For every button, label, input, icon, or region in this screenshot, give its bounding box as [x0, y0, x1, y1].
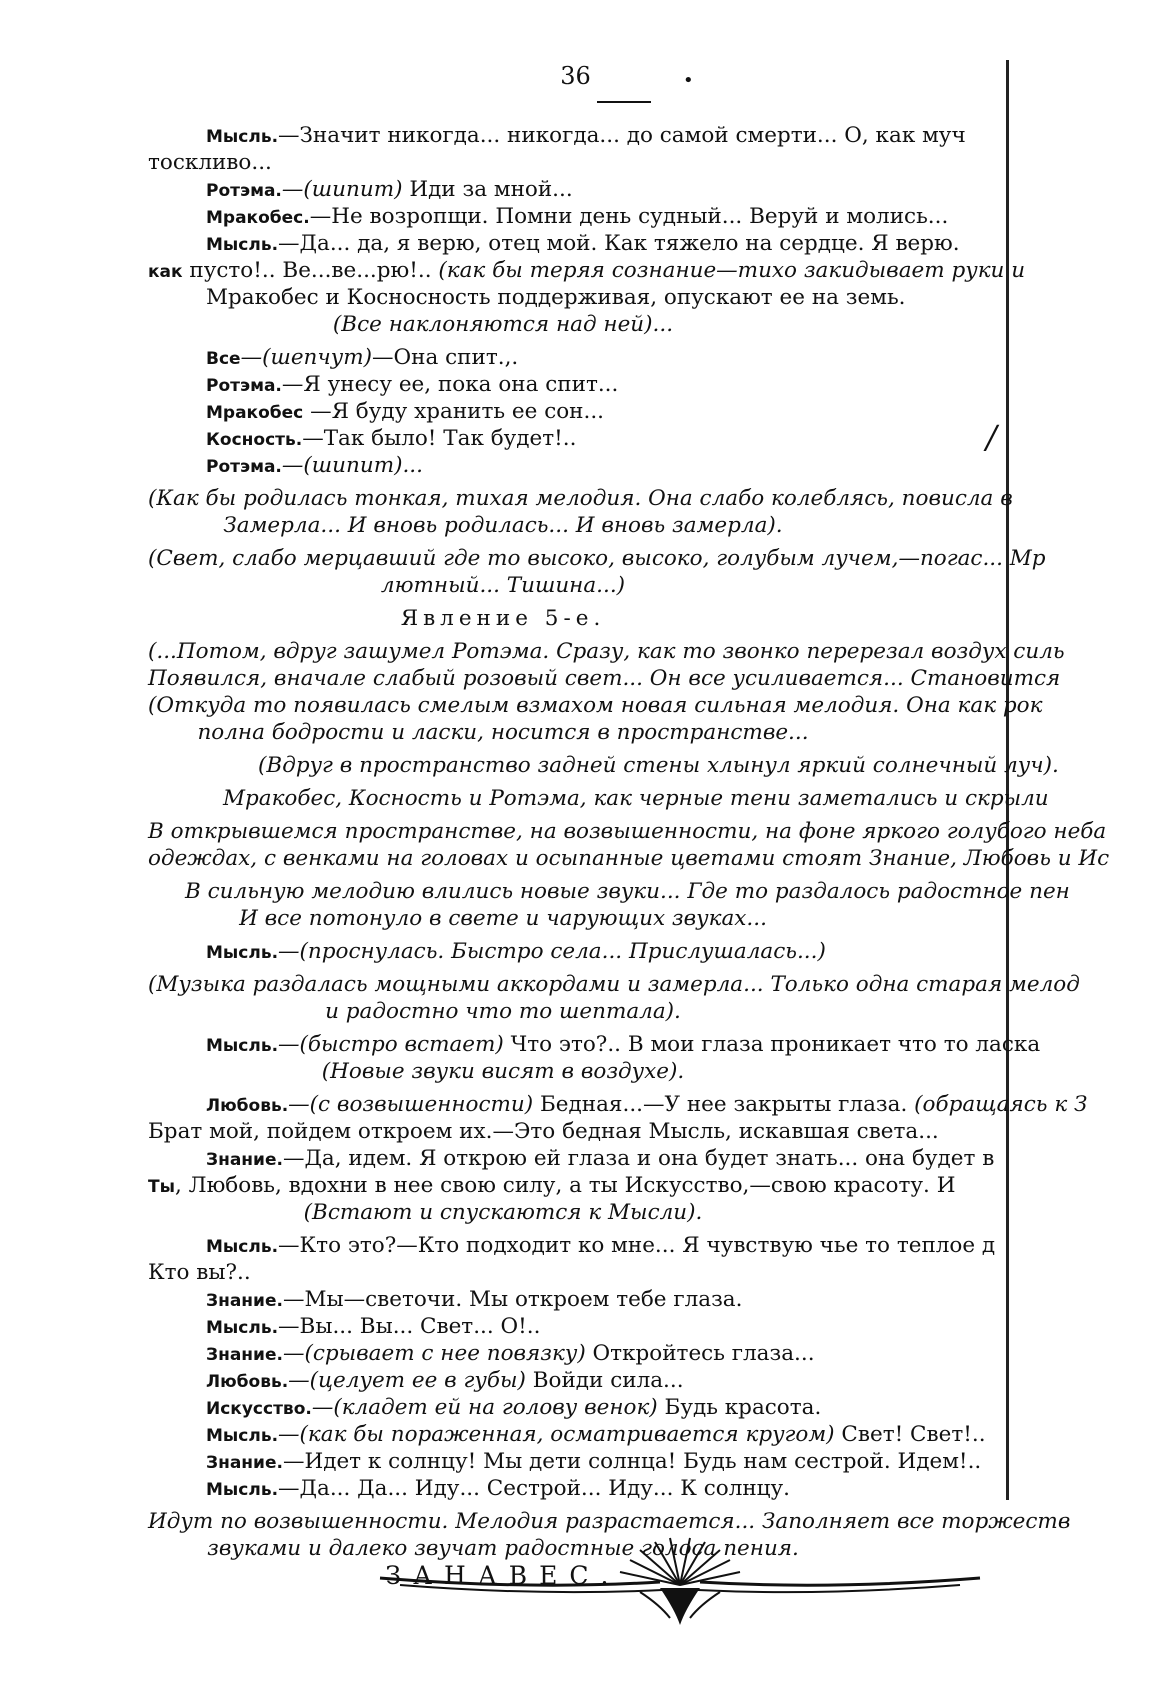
dialogue-text: пусто!.. Ве...ве...рю!..	[182, 258, 439, 283]
speaker-name: Ротэма.	[206, 376, 282, 396]
text-line	[206, 123, 966, 150]
text-line	[206, 1422, 986, 1449]
margin-mark: /	[986, 418, 997, 456]
text-line	[206, 1032, 1040, 1059]
text-line	[206, 1341, 815, 1368]
text-line	[148, 1260, 251, 1286]
speaker-name: Мысль.	[206, 1237, 279, 1257]
speaker-name: Знание.	[206, 1150, 283, 1170]
text-line	[0, 999, 1006, 1025]
speaker-name: Знание.	[206, 1453, 283, 1473]
text-line	[206, 285, 906, 311]
dialogue-text: —Я унесу ее, пока она спит...	[281, 372, 619, 397]
text-line	[148, 546, 1046, 572]
stage-direction: (обращаясь к З	[914, 1092, 1088, 1117]
dialogue-text: (Откуда то появилась смелым взмахом новая сильная мелодия. Она как рок	[148, 693, 1043, 718]
dialogue-text: звуками и далеко звучат радостные голоса пения.	[207, 1536, 799, 1561]
text-line	[206, 372, 618, 399]
dialogue-text: —Да, идем. Я открою ей глаза и она будет знать... она будет в	[282, 1146, 995, 1171]
text-line	[0, 573, 1006, 599]
speaker-name: Мысль.	[206, 127, 279, 147]
text-line	[206, 1449, 981, 1476]
text-line	[148, 1173, 955, 1200]
text-line	[206, 204, 948, 231]
speaker-name: Ротэма.	[206, 457, 282, 477]
dialogue-text: Что это?.. В мои глаза проникает что то ласка	[503, 1032, 1041, 1057]
text-line	[0, 606, 1006, 632]
dialogue-text: (Как бы родилась тонкая, тихая мелодия. Она слабо колеблясь, повисла в	[148, 486, 1013, 511]
dialogue-text: Будь красота.	[657, 1395, 822, 1420]
text-line	[206, 939, 826, 966]
stage-direction: —(с возвышенности)	[288, 1092, 534, 1117]
dialogue-text: Идут по возвышенности. Мелодия разрастается... Заполняет все торжеств	[148, 1509, 1071, 1534]
dialogue-text: Мракобес и Косносность поддерживая, опускают ее на земь.	[206, 285, 906, 310]
stage-direction: —(как бы пораженная, осматривается кругом)	[278, 1422, 835, 1447]
text-line	[206, 1092, 1087, 1119]
dialogue-text: —Вы... Вы... Свет... О!..	[278, 1314, 541, 1339]
dialogue-text: Кто вы?..	[148, 1260, 251, 1285]
speaker-name: Мракобес.	[206, 208, 310, 228]
dialogue-text: Войди сила...	[525, 1368, 684, 1393]
dialogue-text: —Да... Да... Иду... Сестрой... Иду... К солнцу.	[278, 1476, 790, 1501]
dialogue-text: Мракобес, Косность и Ротэма, как черные тени заметались и скрыли	[223, 786, 1049, 811]
dialogue-text: —Она спит.,.	[372, 345, 519, 370]
dialogue-text: —Да... да, я верю, отец мой. Как тяжело на сердце. Я верю.	[278, 231, 960, 256]
speaker-name: Мысль.	[206, 943, 279, 963]
dialogue-text: лютный... Тишина...)	[380, 573, 626, 598]
text-line	[206, 399, 604, 426]
stage-direction: —(шипит)	[281, 177, 403, 202]
dialogue-text: В сильную мелодию влились новые звуки... Где то раздалось радостное пен	[185, 879, 1070, 904]
stage-direction: —(шепчут)	[240, 345, 373, 370]
print-mark: •	[683, 70, 694, 91]
text-line	[148, 258, 1025, 285]
dialogue-text: Явление 5-е.	[400, 606, 606, 631]
dialogue-text: (Музыка раздалась мощными аккордами и замерла... Только одна старая мелод	[148, 972, 1080, 997]
dialogue-text: (Все наклоняются над ней)...	[332, 312, 674, 337]
text-line	[148, 693, 1042, 719]
text-line	[206, 426, 576, 453]
speaker-name: Мракобес	[206, 403, 304, 423]
text-line	[206, 1368, 684, 1395]
text-line	[0, 513, 1006, 539]
text-line	[206, 1287, 742, 1314]
dialogue-text: —Значит никогда... никогда... до самой смерти... О, как муч	[278, 123, 966, 148]
speaker-name: Все	[206, 349, 241, 369]
text-line	[206, 453, 423, 480]
text-line	[206, 1476, 790, 1503]
dialogue-text: Брат мой, пойдем откроем их.—Это бедная Мысль, искавшая света...	[148, 1119, 939, 1144]
dialogue-text: тоскливо...	[148, 150, 272, 175]
text-line	[0, 1059, 1006, 1085]
speaker-name: Любовь.	[206, 1096, 289, 1116]
dialogue-text: (...Потом, вдруг зашумел Ротэма. Сразу, как то звонко перерезал воздух силь	[148, 639, 1065, 664]
text-line	[148, 150, 272, 176]
text-line	[206, 177, 573, 204]
stage-direction: —(проснулась. Быстро села... Прислушалась...)	[278, 939, 826, 964]
text-line	[0, 312, 1006, 338]
text-line	[148, 846, 1109, 872]
text-line	[148, 666, 1060, 692]
text-line	[206, 345, 518, 372]
speaker-name: Знание.	[206, 1291, 283, 1311]
speaker-name: Знание.	[206, 1345, 283, 1365]
text-line	[148, 819, 1106, 845]
stage-direction: —(срывает с нее повязку)	[282, 1341, 586, 1366]
dialogue-text: , Любовь, вдохни в нее свою силу, а ты Искусство,—свою красоту. И	[174, 1173, 956, 1198]
stage-direction: —(быстро встает)	[278, 1032, 504, 1057]
stage-direction: —(кладет ей на голову венок)	[311, 1395, 658, 1420]
speaker-name: Искусство.	[206, 1399, 312, 1419]
dialogue-text: Замерла... И вновь родилась... И вновь замерла).	[223, 513, 783, 538]
stage-direction: (как бы теряя сознание—тихо закидывает руки и	[438, 258, 1026, 283]
text-line	[148, 1119, 939, 1145]
speaker-name: Любовь.	[206, 1372, 289, 1392]
speaker-name: Ты	[148, 1177, 175, 1197]
text-line	[206, 1395, 821, 1422]
text-line	[0, 906, 1006, 932]
speaker-name: Мысль.	[206, 235, 279, 255]
speaker-name: Косность.	[206, 430, 303, 450]
text-line	[206, 231, 960, 258]
text-line	[0, 1200, 1006, 1226]
text-line	[206, 1314, 540, 1341]
text-line	[148, 972, 1080, 998]
dialogue-text: (Свет, слабо мерцавший где то высоко, высоко, голубым лучем,—погас... Мр	[148, 546, 1046, 571]
text-line	[206, 1233, 995, 1260]
dialogue-text: Появился, вначале слабый розовый свет... Он все усиливается... Становится	[148, 666, 1061, 691]
speaker-name: Мысль.	[206, 1426, 279, 1446]
text-line	[148, 639, 1065, 665]
dialogue-text: —Так было! Так будет!..	[302, 426, 577, 451]
dialogue-text: —Идет к солнцу! Мы дети солнца! Будь нам сестрой. Идем!..	[282, 1449, 982, 1474]
text-line	[0, 720, 1006, 746]
dialogue-text: (Встают и спускаются к Мысли).	[303, 1200, 703, 1225]
dialogue-text: —Кто это?—Кто подходит ко мне... Я чувствую чье то теплое д	[278, 1233, 996, 1258]
text-line	[223, 786, 1049, 812]
text-line	[148, 486, 1013, 512]
stage-direction: —(целует ее в губы)	[288, 1368, 526, 1393]
text-line	[258, 753, 1059, 779]
dialogue-text: Бедная...—У нее закрыты глаза.	[533, 1092, 915, 1117]
dialogue-text: И все потонуло в свете и чарующих звуках...	[239, 906, 767, 931]
speaker-name: Мысль.	[206, 1480, 279, 1500]
closing-ornament	[370, 1530, 990, 1630]
speaker-name: Мысль.	[206, 1318, 279, 1338]
dialogue-text: —Не возропщи. Помни день судный... Веруй и молись...	[309, 204, 949, 229]
page-number: 36	[560, 62, 591, 90]
stage-direction: —(шипит)...	[281, 453, 423, 478]
text-line	[185, 879, 1070, 905]
dialogue-text: (Новые звуки висят в воздухе).	[321, 1059, 685, 1084]
dialogue-text: —Я буду хранить ее сон...	[303, 399, 605, 424]
dialogue-text: ЗАНАВЕС.	[385, 1561, 621, 1590]
dialogue-text: Свет! Свет!..	[834, 1422, 986, 1447]
dialogue-text: Иди за мной...	[402, 177, 573, 202]
dialogue-text: —Мы—светочи. Мы откроем тебе глаза.	[282, 1287, 743, 1312]
speaker-name: как	[148, 262, 183, 282]
dialogue-text: Откройтесь глаза...	[585, 1341, 815, 1366]
dialogue-text: (Вдруг в пространство задней стены хлынул яркий солнечный луч).	[258, 753, 1059, 778]
text-line	[206, 1146, 994, 1173]
speaker-name: Мысль.	[206, 1036, 279, 1056]
dialogue-text: и радостно что то шептала).	[325, 999, 681, 1024]
dialogue-text: одеждах, с венками на головах и осыпанные цветами стоят Знание, Любовь и Ис	[148, 846, 1110, 871]
dialogue-text: полна бодрости и ласки, носится в пространстве...	[197, 720, 809, 745]
page-number-rule	[597, 101, 651, 103]
speaker-name: Ротэма.	[206, 181, 282, 201]
dialogue-text: В открывшемся пространстве, на возвышенности, на фоне яркого голубого неба	[148, 819, 1107, 844]
